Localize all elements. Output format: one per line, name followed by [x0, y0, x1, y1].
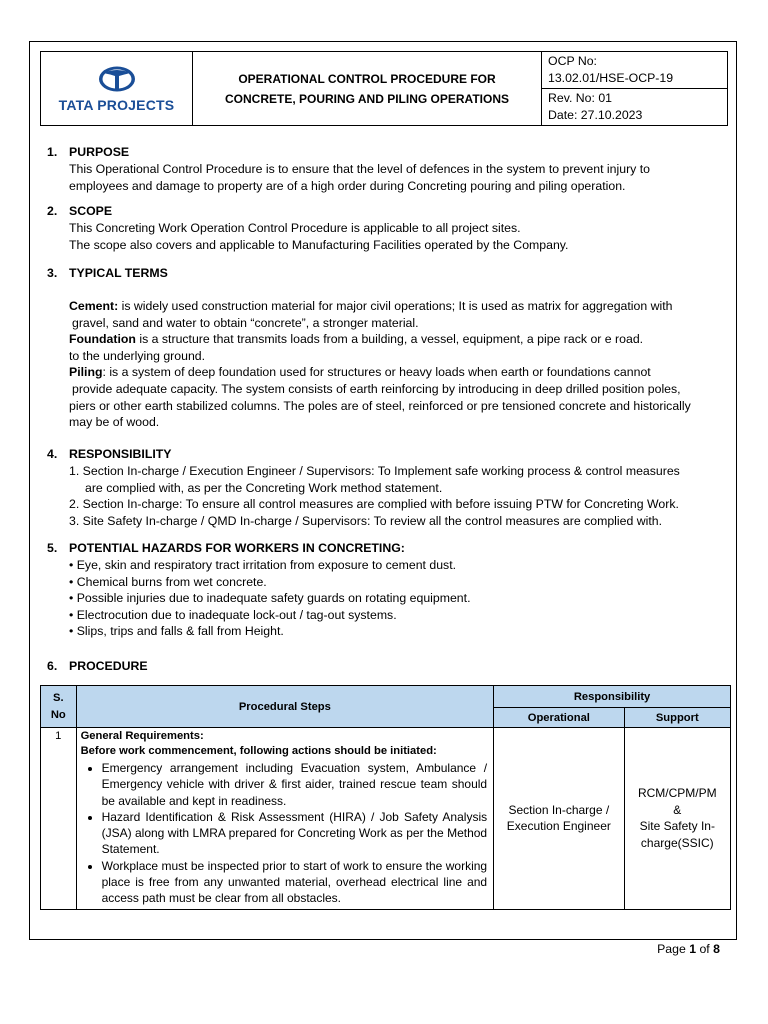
- list-item: • Emergency arrangement including Evacuation system, Ambulance / Emergency vehicle with driver & first aider, trained rescue team should be available and kept in readiness.: [102, 760, 488, 809]
- document-header: [40, 51, 728, 126]
- purpose-line: employees and damage to property are of a high order during Concreting pouring and piling operation.: [69, 178, 626, 193]
- page-current: 1: [689, 942, 697, 956]
- procedure-num: 6.: [47, 659, 58, 673]
- piling-text-cont: piers or other earth stabilized columns. The poles are of steel, reinforced or pre tensioned concrete and historically: [69, 398, 691, 413]
- hazard-item: • Electrocution due to inadequate lock-out / tag-out systems.: [69, 607, 397, 622]
- procedure-heading: [47, 658, 148, 675]
- responsibility-body: [69, 463, 735, 529]
- terms-num: 3.: [47, 266, 58, 280]
- foundation-text: is a structure that transmits loads from a building, a vessel, equipment, a pipe rack or e road.: [135, 332, 644, 347]
- col-operational-header: Operational: [494, 708, 624, 728]
- foundation-label: Foundation: [69, 332, 136, 347]
- cement-text-cont: gravel, sand and water to obtain “concrete”, a stronger material.: [72, 315, 419, 330]
- responsibility-item: 2. Section In-charge: To ensure all control measures are complied with before issuing PTW for Concreting Work.: [69, 497, 679, 512]
- ocp-label: OCP No:: [548, 54, 597, 68]
- row-steps-heading: General Requirements:: [80, 730, 204, 742]
- ocp-number-cell: [542, 52, 728, 89]
- responsibility-item: 3. Site Safety In-charge / QMD In-charge / Supervisors: To review all the control measures are complied with.: [69, 513, 663, 528]
- terms-heading: [47, 265, 168, 282]
- page-label: Page: [657, 942, 686, 956]
- responsibility-heading: [47, 446, 172, 463]
- col-responsibility-header: Responsibility: [494, 686, 731, 708]
- logo-cell: [41, 52, 193, 126]
- support-line: &: [673, 802, 682, 817]
- row-sno: 1: [41, 728, 77, 910]
- title-line-2: CONCRETE, POURING AND PILING OPERATIONS: [224, 91, 509, 106]
- piling-definition: [69, 364, 735, 381]
- col-support-header: Support: [624, 708, 730, 728]
- col-sno-header: [41, 686, 77, 728]
- scope-num: 2.: [47, 204, 58, 218]
- cement-label: Cement:: [69, 299, 119, 313]
- purpose-heading: [47, 144, 129, 161]
- title-line-1: OPERATIONAL CONTROL PROCEDURE FOR: [238, 71, 496, 86]
- hazard-item: • Possible injuries due to inadequate safety guards on rotating equipment.: [69, 591, 471, 606]
- scope-heading: [47, 203, 112, 220]
- foundation-text-cont: to the underlying ground.: [69, 348, 206, 363]
- ocp-value: 13.02.01/HSE-OCP-19: [548, 71, 674, 85]
- cement-text: is widely used construction material for major civil operations; It is used as matrix for aggregation with: [118, 299, 673, 313]
- piling-text: : is a system of deep foundation used for structures or heavy loads when earth or foundations cannot: [102, 365, 651, 380]
- row-steps: [76, 728, 494, 910]
- table-row: [41, 728, 731, 910]
- hazards-num: 5.: [47, 541, 58, 555]
- scope-line: The scope also covers and applicable to Manufacturing Facilities operated by the Company.: [69, 237, 569, 252]
- purpose-body: [69, 161, 735, 194]
- cement-definition: [69, 298, 735, 315]
- scope-title: SCOPE: [69, 204, 113, 218]
- operational-line: Section In-charge /: [508, 802, 610, 817]
- row-steps-list: [81, 760, 488, 907]
- page-total: 8: [713, 942, 720, 956]
- operational-line: Execution Engineer: [506, 819, 611, 834]
- hazard-item: • Eye, skin and respiratory tract irritation from exposure to cement dust.: [69, 558, 457, 572]
- piling-label: Piling: [69, 365, 103, 380]
- tata-logo-icon: [97, 65, 137, 93]
- piling-text-cont: provide adequate capacity. The system consists of earth reinforcing by introducing in deep drilled position poles,: [72, 381, 681, 396]
- procedure-table: [40, 685, 731, 910]
- terms-title: TYPICAL TERMS: [69, 266, 168, 280]
- responsibility-num: 4.: [47, 447, 58, 461]
- responsibility-title: RESPONSIBILITY: [69, 447, 172, 461]
- support-line: Site Safety In-: [639, 819, 715, 834]
- scope-body: [69, 220, 735, 253]
- page-of: of: [699, 942, 710, 956]
- responsibility-item: 1. Section In-charge / Execution Engineer / Supervisors: To Implement safe working process & control measures: [69, 464, 680, 478]
- support-line: charge(SSIC): [640, 835, 714, 850]
- row-steps-subheading: Before work commencement, following actions should be initiated:: [80, 744, 437, 757]
- support-line: RCM/CPM/PM: [637, 786, 717, 801]
- col-steps-header: Procedural Steps: [76, 686, 494, 728]
- revision-cell: [542, 89, 728, 126]
- col-sno-label: No: [50, 708, 66, 721]
- responsibility-item-cont: are complied with, as per the Concreting Work method statement.: [85, 480, 443, 495]
- document-title: [193, 52, 542, 126]
- scope-line: This Concreting Work Operation Control Procedure is applicable to all project sites.: [69, 221, 521, 235]
- foundation-definition: [69, 331, 735, 348]
- purpose-num: 1.: [47, 145, 58, 159]
- hazard-item: • Chemical burns from wet concrete.: [69, 574, 267, 589]
- revision-number: Rev. No: 01: [548, 91, 613, 105]
- revision-date: Date: 27.10.2023: [548, 108, 643, 122]
- hazards-list: [69, 557, 735, 640]
- terms-body: [69, 298, 735, 431]
- procedure-title: PROCEDURE: [69, 659, 148, 673]
- hazards-title: POTENTIAL HAZARDS FOR WORKERS IN CONCRETING:: [69, 541, 405, 555]
- col-sno-label: S.: [53, 691, 64, 704]
- list-item: • Workplace must be inspected prior to start of work to ensure the working place is free from any unwanted material, overhead electrical line and access path must be clear from all obstacles.: [102, 858, 488, 907]
- row-support: [624, 728, 730, 910]
- page-number: [657, 942, 720, 956]
- purpose-line: This Operational Control Procedure is to ensure that the level of defences in the system to prevent injury to: [69, 162, 650, 176]
- company-logo-text: TATA PROJECTS: [58, 96, 175, 113]
- hazards-heading: [47, 540, 405, 557]
- list-item: • Hazard Identification & Risk Assessment (HIRA) / Job Safety Analysis (JSA) along with LMRA prepared for Concreting Work as per the Method Statement.: [102, 809, 488, 858]
- piling-text-cont: may be of wood.: [69, 415, 160, 430]
- hazard-item: • Slips, trips and falls & fall from Height.: [69, 624, 284, 639]
- row-operational: [494, 728, 624, 910]
- purpose-title: PURPOSE: [69, 145, 130, 159]
